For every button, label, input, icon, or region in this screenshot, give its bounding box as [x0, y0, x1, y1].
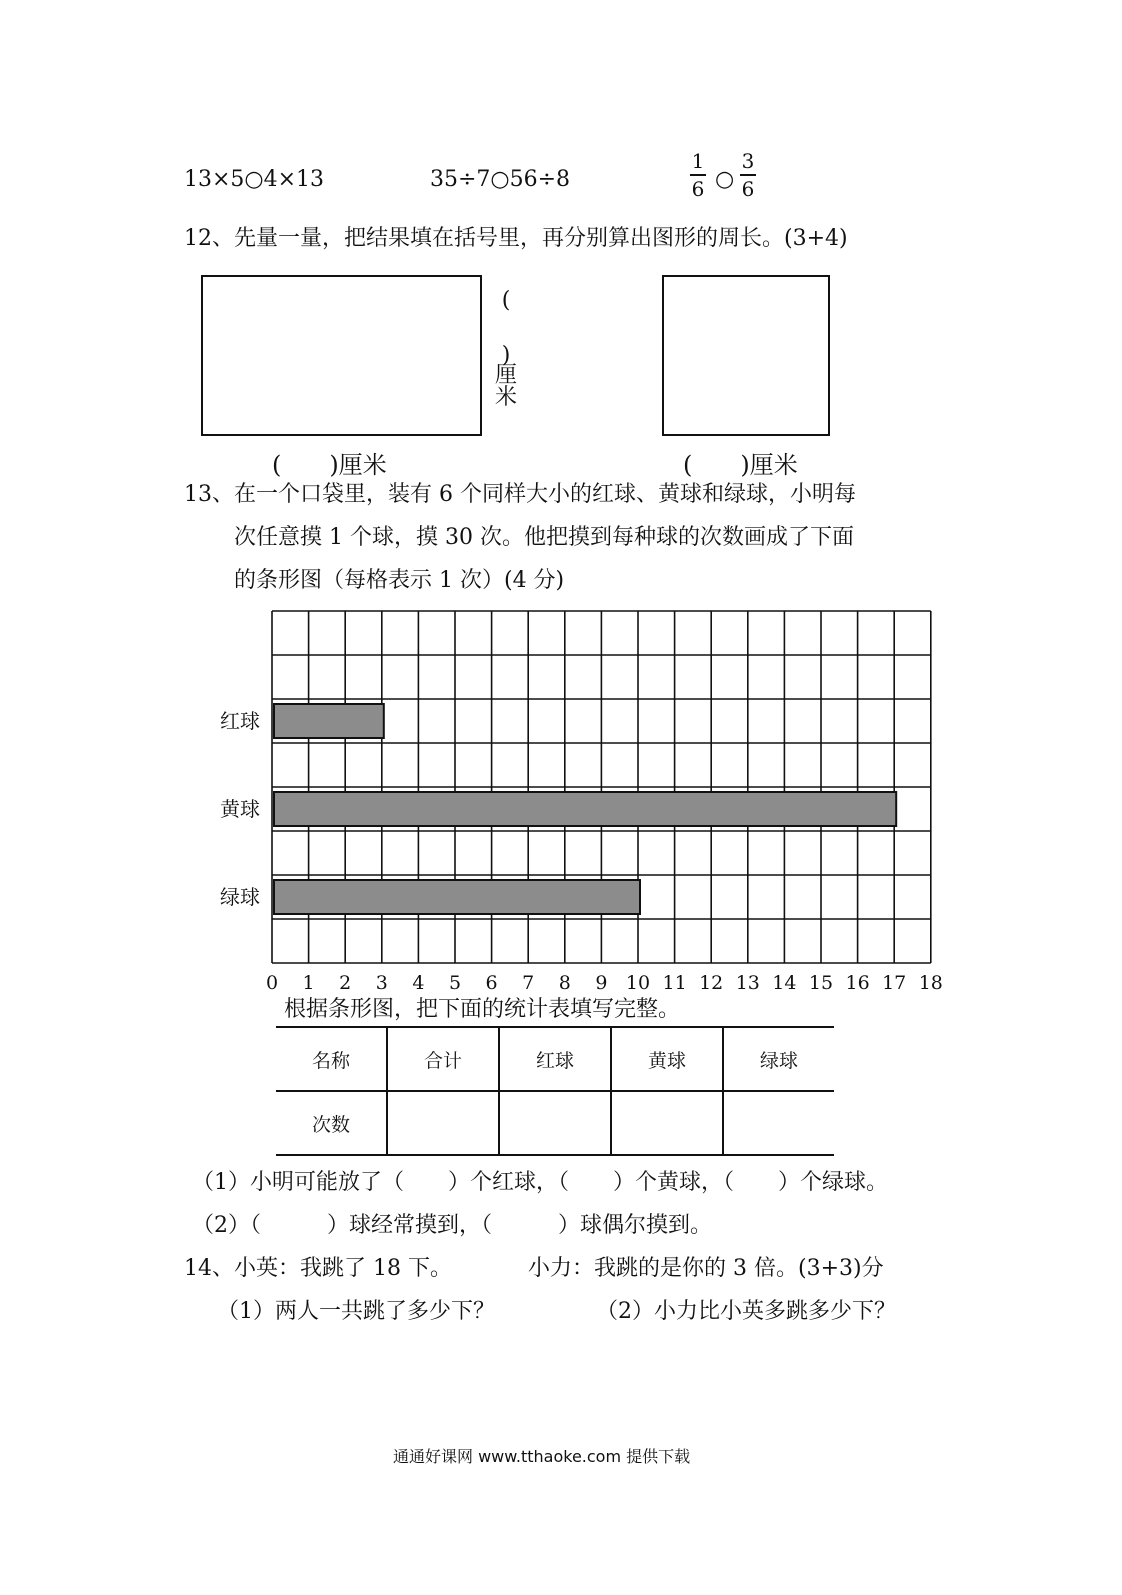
fraction-denominator: 6	[741, 177, 755, 201]
table-row	[276, 1091, 834, 1155]
fraction-numerator: 1	[691, 149, 705, 173]
x-tick-label: 1	[302, 972, 315, 994]
fraction-denominator: 6	[691, 177, 705, 201]
side-paren-top: (	[501, 288, 511, 313]
x-tick-label: 14	[772, 972, 797, 994]
question-14-sub-2: （2）小力比小英多跳多少下？	[596, 1299, 896, 1324]
x-tick-label: 17	[882, 972, 907, 994]
bar-2	[274, 792, 896, 826]
x-tick-label: 4	[412, 972, 425, 994]
x-tick-label: 7	[522, 972, 535, 994]
x-tick-label: 15	[808, 972, 834, 994]
rectangle-caption: ( )厘米	[272, 451, 387, 479]
question-13-line-3: 的条形图（每格表示 1 次）(4 分)	[234, 568, 565, 593]
table-answer-cell[interactable]	[723, 1091, 834, 1155]
square-caption: ( )厘米	[683, 451, 798, 479]
table-answer-cell[interactable]	[611, 1091, 723, 1155]
x-tick-label: 8	[558, 972, 571, 994]
x-tick-label: 18	[918, 972, 943, 994]
question-13-line-1: 13、在一个口袋里，装有 6 个同样大小的红球、黄球和绿球，小明每	[184, 482, 856, 507]
table-row-label: 次数	[276, 1091, 387, 1155]
comparison-1: 13×5○4×13	[184, 167, 325, 192]
x-tick-label: 5	[448, 972, 462, 994]
question-14-sub-1: （1）两人一共跳了多少下？	[217, 1299, 495, 1324]
question-13-sub-2: （2）（ ）球经常摸到，（ ）球偶尔摸到。	[192, 1213, 712, 1238]
table-answer-cell[interactable]	[387, 1091, 499, 1155]
x-tick-label: 6	[485, 972, 498, 994]
question-12-title: 12、先量一量，把结果填在括号里，再分别算出图形的周长。(3+4)	[184, 226, 848, 251]
table-header-cell: 红球	[499, 1027, 611, 1091]
x-tick-label: 11	[662, 972, 687, 994]
x-tick-label: 3	[375, 972, 388, 994]
question-13-sub-1: （1）小明可能放了（ ）个红球，（ ）个黄球，（ ）个绿球。	[192, 1170, 888, 1195]
table-header-cell: 黄球	[611, 1027, 723, 1091]
question-14-line-1a: 14、小英：我跳了 18 下。	[184, 1256, 452, 1281]
x-tick-label: 0	[265, 972, 279, 994]
category-label: 绿球	[220, 885, 260, 909]
table-answer-cell[interactable]	[499, 1091, 611, 1155]
bar-3	[274, 880, 640, 914]
statistics-table	[276, 1026, 834, 1156]
x-tick-label: 13	[735, 972, 760, 994]
table-header-cell: 绿球	[723, 1027, 834, 1091]
question-14-line-1b: 小力：我跳的是你的 3 倍。(3+3)分	[528, 1256, 884, 1281]
bar-1	[274, 704, 384, 738]
table-header-cell: 名称	[276, 1027, 387, 1091]
footer-text: 通通好课网 www.tthaoke.com 提供下载	[393, 1447, 691, 1466]
category-label: 红球	[220, 709, 260, 733]
table-header-row	[276, 1027, 834, 1091]
x-tick-label: 16	[845, 972, 870, 994]
category-label: 黄球	[220, 797, 260, 821]
side-unit: 厘米	[494, 363, 517, 410]
comparison-circle: ○	[715, 167, 735, 192]
fraction-numerator: 3	[741, 149, 755, 173]
table-header-cell: 合计	[387, 1027, 499, 1091]
table-intro: 根据条形图，把下面的统计表填写完整。	[284, 997, 681, 1022]
question-13-line-2: 次任意摸 1 个球，摸 30 次。他把摸到每种球的次数画成了下面	[234, 525, 854, 550]
comparison-2: 35÷7○56÷8	[430, 167, 571, 192]
side-paren-bottom: )	[501, 343, 511, 368]
x-tick-label: 9	[595, 972, 608, 994]
x-tick-label: 10	[625, 972, 651, 994]
x-tick-label: 2	[339, 972, 352, 994]
x-tick-label: 12	[699, 972, 724, 994]
